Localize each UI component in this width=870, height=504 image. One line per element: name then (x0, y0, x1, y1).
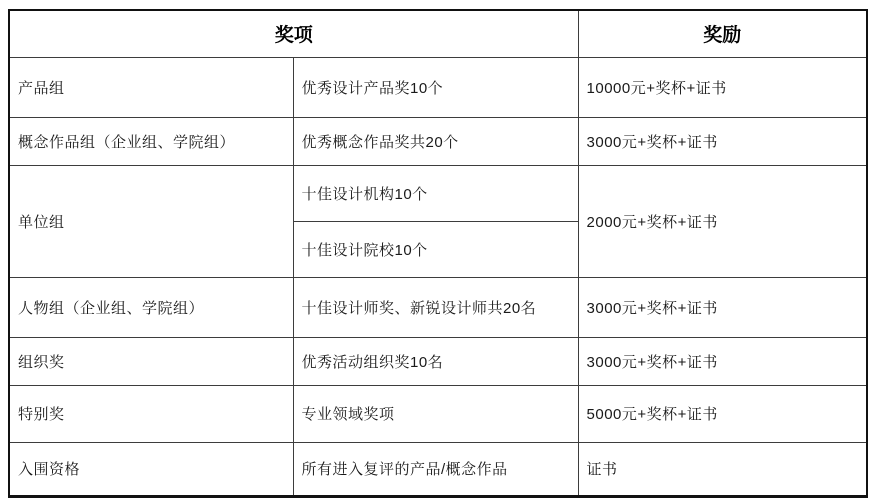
row-detail: 优秀活动组织奖10名 (293, 337, 578, 385)
row-category: 入围资格 (9, 442, 293, 496)
row-category: 概念作品组（企业组、学院组） (9, 117, 293, 165)
row-category: 特别奖 (9, 385, 293, 442)
row-prize: 5000元+奖杯+证书 (578, 385, 867, 442)
header-awards: 奖项 (9, 10, 578, 57)
row-detail: 十佳设计机构10个 (293, 165, 578, 221)
header-prize: 奖励 (578, 10, 867, 57)
table-row (9, 57, 867, 117)
row-category: 组织奖 (9, 337, 293, 385)
table-row (9, 337, 867, 385)
row-detail: 优秀概念作品奖共20个 (293, 117, 578, 165)
row-prize: 3000元+奖杯+证书 (578, 117, 867, 165)
awards-table (8, 9, 868, 498)
row-prize: 10000元+奖杯+证书 (578, 57, 867, 117)
table-row (9, 117, 867, 165)
row-detail: 十佳设计师奖、新锐设计师共20名 (293, 277, 578, 337)
row-prize: 证书 (578, 442, 867, 496)
table-header-row (9, 10, 867, 57)
row-detail: 十佳设计院校10个 (293, 221, 578, 277)
table-row (9, 165, 867, 221)
row-prize: 3000元+奖杯+证书 (578, 277, 867, 337)
row-detail: 专业领域奖项 (293, 385, 578, 442)
row-category: 单位组 (9, 165, 293, 277)
row-detail: 优秀设计产品奖10个 (293, 57, 578, 117)
row-detail: 所有进入复评的产品/概念作品 (293, 442, 578, 496)
row-prize: 3000元+奖杯+证书 (578, 337, 867, 385)
table-row (9, 442, 867, 496)
row-category: 人物组（企业组、学院组） (9, 277, 293, 337)
table-row (9, 277, 867, 337)
row-category: 产品组 (9, 57, 293, 117)
table-row (9, 385, 867, 442)
row-prize: 2000元+奖杯+证书 (578, 165, 867, 277)
